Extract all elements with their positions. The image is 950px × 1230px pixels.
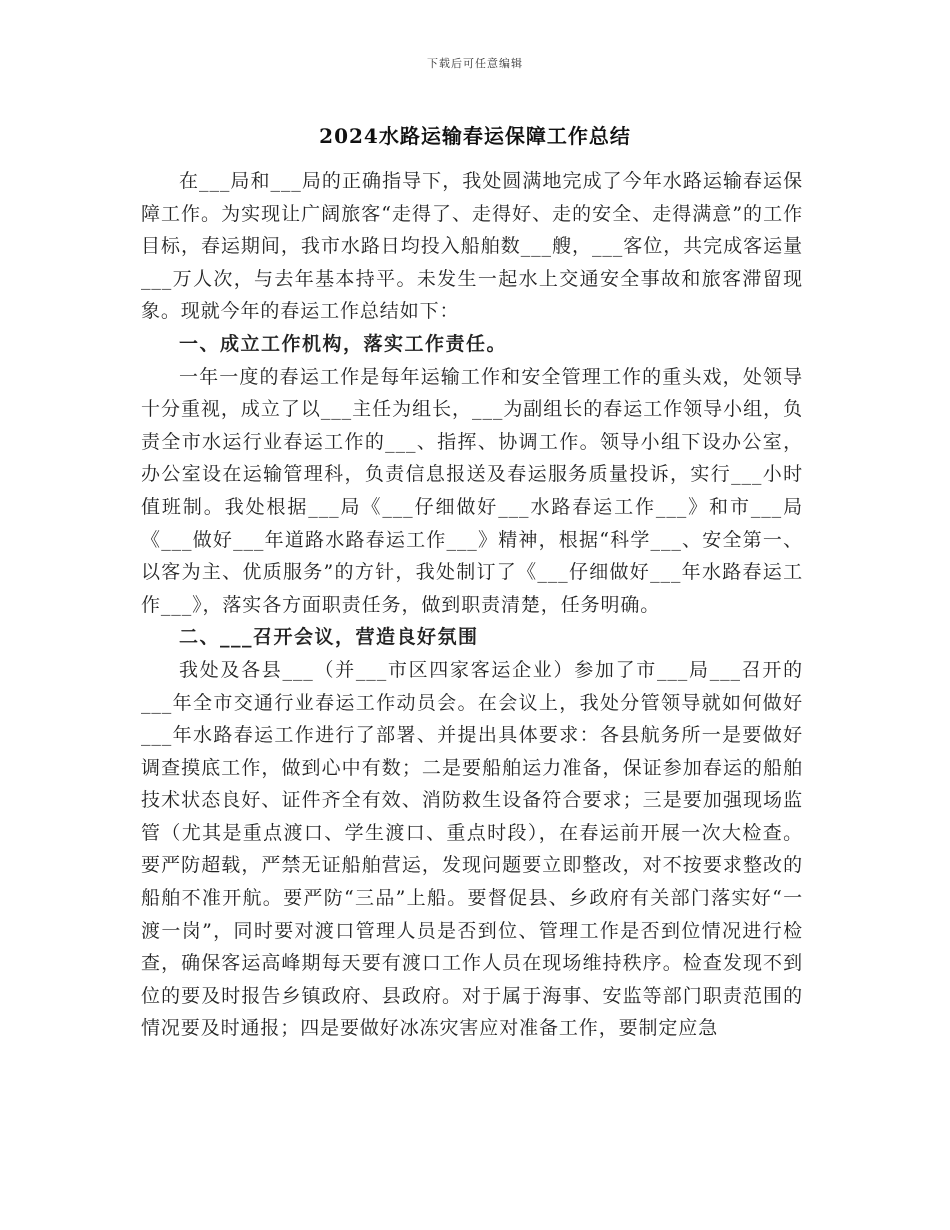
document-title: 2024水路运输春运保障工作总结 xyxy=(319,124,631,148)
section-heading-1: 一、成立工作机构，落实工作责任。 xyxy=(179,332,508,355)
page-header-note: 下载后可任意编辑 xyxy=(427,57,523,70)
section-heading-2: 二、___召开会议，营造良好氛围 xyxy=(179,626,479,649)
document-body xyxy=(141,165,803,1045)
section-1-paragraph: 一年一度的春运工作是每年运输工作和安全管理工作的重头戏，处领导十分重视，成立了以___主任为组长，___为副组长的春运工作领导小组，负责全市水运行业春运工作的___、指挥、协调工作。领导小组下设办公室，办公室设在运输管理科，负责信息报送及春运服务质量投诉，实行___小时值班制。我处根据___局《___仔细做好___水路春运工作___》和市___局《___做好___年道路水路春运工作___》精神，根据“科学___、安全第一、以客为主、优质服务”的方针，我处制订了《___仔细做好___年水路春运工作___》，落实各方面职责任务，做到职责清楚，任务明确。 xyxy=(141,365,803,616)
intro-paragraph: 在___局和___局的正确指导下，我处圆满地完成了今年水路运输春运保障工作。为实现让广阔旅客“走得了、走得好、走的安全、走得满意”的工作目标，春运期间，我市水路日均投入船舶数___艘，___客位，共完成客运量___万人次，与去年基本持平。未发生一起水上交通安全事故和旅客滞留现象。现就今年的春运工作总结如下： xyxy=(141,170,803,323)
section-2-paragraph: 我处及各县___（并___市区四家客运企业）参加了市___局___召开的___年全市交通行业春运工作动员会。在会议上，我处分管领导就如何做好___年水路春运工作进行了部署、并提出具体要求：各县航务所一是要做好调查摸底工作，做到心中有数；二是要船舶运力准备，保证参加春运的船舶技术状态良好、证件齐全有效、消防救生设备符合要求；三是要加强现场监管（尤其是重点渡口、学生渡口、重点时段），在春运前开展一次大检查。要严防超载，严禁无证船舶营运，发现问题要立即整改，对不按要求整改的船舶不准开航。要严防“三品”上船。要督促县、乡政府有关部门落实好“一渡一岗”，同时要对渡口管理人员是否到位、管理工作是否到位情况进行检查，确保客运高峰期每天要有渡口工作人员在现场维持秩序。检查发现不到位的要及时报告乡镇政府、县政府。对于属于海事、安监等部门职责范围的情况要及时通报；四是要做好冰冻灾害应对准备工作，要制定应急 xyxy=(141,658,803,1040)
